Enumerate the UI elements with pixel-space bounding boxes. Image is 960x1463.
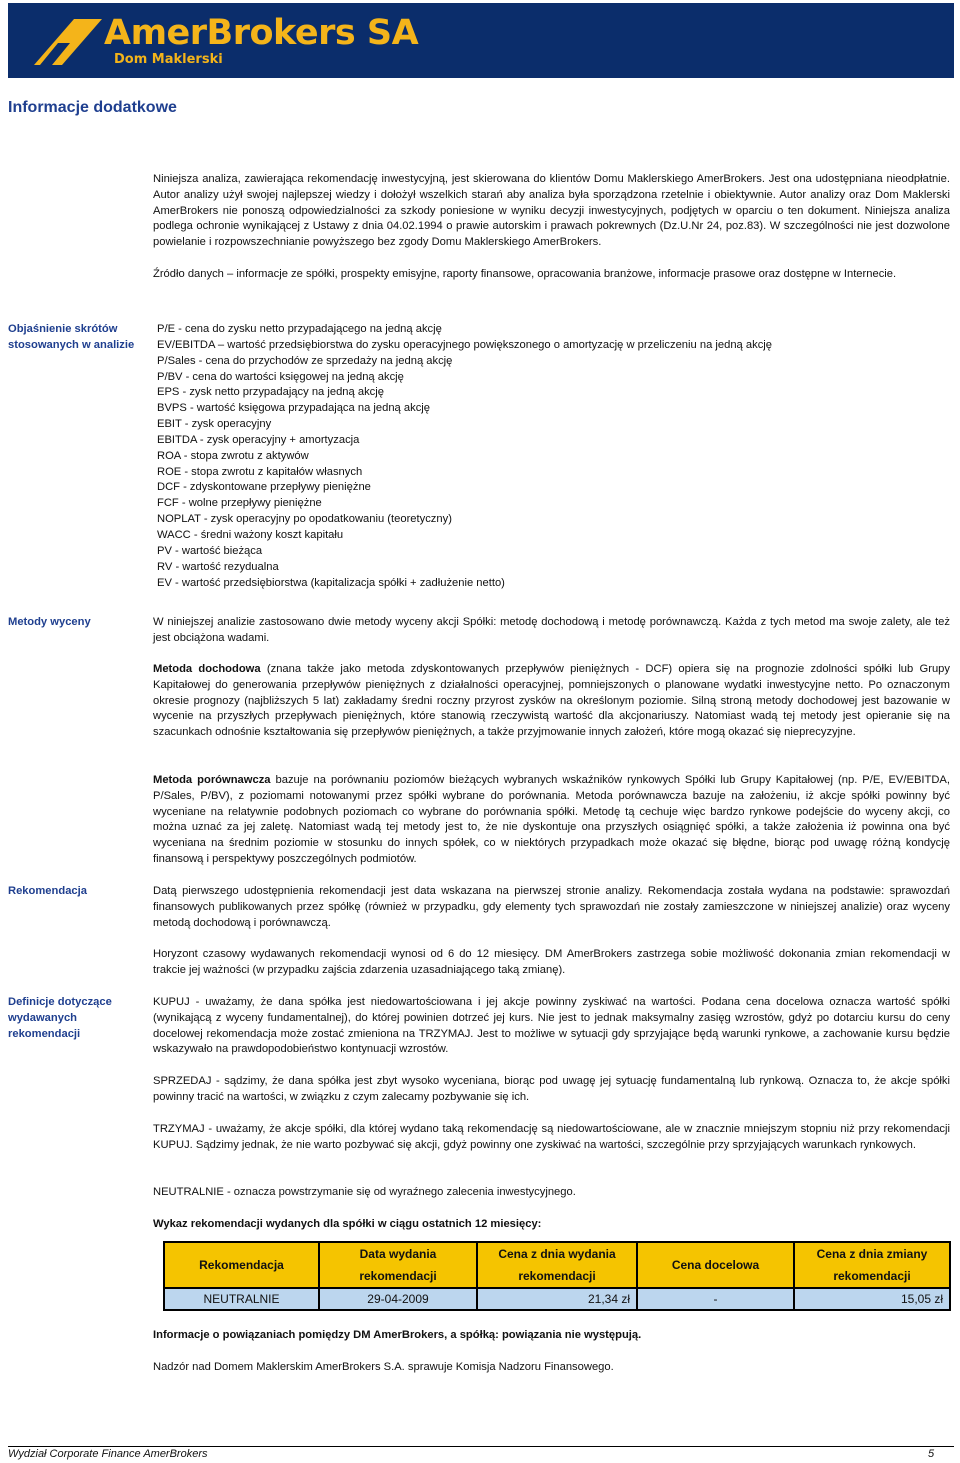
section-title: Informacje dodatkowe [8,99,177,116]
table-cell-date: 29-04-2009 [319,1288,477,1310]
recommendation-text-1: Datą pierwszego udostępnienia rekomendacji jest data wskazana na pierwszej stronie analizy. Rekomendacja została wydana na podstawie: sprawozdań finansowych publikowanych przez spółkę (również w przypadku, gdy elementy tych sprawozdań nie zostały zamieszczone w niniejszej analizie) oraz wyceny metodą dochodową i porównawczą. [153,885,950,929]
table-header-cell: Data wydania rekomendacji [319,1242,477,1288]
relations-text: Informacje o powiązaniach pomiędzy DM AmerBrokers, a spółką: powiązania nie występują. [153,1329,642,1341]
recommendation-history-table [163,1241,951,1311]
header-banner [8,3,954,78]
definition-trzymaj: TRZYMAJ - uważamy, że akcje spółki, dla której wydano taką rekomendację są niedowartościowane, ale w znacznie mniejszym stopniu niż przy rekomendacji KUPUJ. Sądzimy jednak, że nie warto pozbywać się akcji, gdyż powinny one zyskiwać na wartości, szczególnie przy sprzyjających warunkach rynkowych. [153,1123,950,1151]
table-cell-target-price: - [637,1288,794,1310]
definition-kupuj: KUPUJ - uważamy, że dana spółka jest niedowartościowana i jej akcje powinny zyskiwać na wartości. Podana cena docelowa oznacza wartość spółki (wynikającą z wyceny fundamentalnej), do której powinien dotrzeć jej kurs. Nie jest to jednak maksymalny zasięg wzrostów, gdyż po dotarciu kursu do ceny docelowej rekomendacja może zostać zmieniona na TRZYMAJ. Jest to możliwe w sytuacji gdy sprzyjające będą warunki rynkowe, a zachowanie kursu będzie wskazywało na prawdopodobieństwo kontynuacji wzrostów. [153,996,950,1056]
abbreviation-item: EBIT - zysk operacyjny [157,418,272,431]
abbreviation-item: EBITDA - zysk operacyjny + amortyzacja [157,433,360,446]
table-header-cell: Cena z dnia wydania rekomendacji [477,1242,637,1288]
source-text: Źródło danych – informacje ze spółki, prospekty emisyjne, raporty finansowe, opracowania branżowe, informacje prasowe oraz dostępne w Internecie. [153,268,897,280]
table-header-cell: Cena z dnia zmiany rekomendacji [794,1242,950,1288]
abbreviation-item: BVPS - wartość księgowa przypadająca na jedną akcję [157,402,430,415]
logo-subtitle: Dom Maklerski [114,52,223,67]
abbreviation-item: EV/EBITDA – wartość przedsiębiorstwa do zysku operacyjnego powiększonego o amortyzację w przeliczeniu na jedną akcję [157,338,773,351]
recommendation-label: Rekomendacja [8,885,87,897]
logo [34,13,474,69]
definition-sprzedaj: SPRZEDAJ - sądzimy, że dana spółka jest zbyt wysoko wyceniana, biorąc pod uwagę jej sytuację fundamentalną lub rynkową. Oznacza to, że akcje spółki powinny tracić na wartości, w związku z czym zalecamy pozbywanie się ich. [153,1075,950,1103]
method-dcf-paragraph [153,662,950,741]
history-title: Wykaz rekomendacji wydanych dla spółki w ciągu ostatnich 12 miesięcy: [153,1218,542,1230]
abbreviation-item: P/E - cena do zysku netto przypadającego na jedną akcję [157,323,442,335]
logo-mark-icon [34,19,102,65]
abbreviation-item: PV - wartość bieżąca [157,544,263,557]
abbreviation-item: NOPLAT - zysk operacyjny po opodatkowaniu (teoretyczny) [157,513,452,526]
abbreviation-item: EPS - zysk netto przypadający na jedną akcję [157,386,384,399]
table-header-cell: Cena docelowa [637,1242,794,1288]
disclaimer-text: Niniejsza analiza, zawierająca rekomendację inwestycyjną, jest skierowana do klientów Domu Maklerskiego AmerBrokers. Jest ona udostępniana nieodpłatnie. Autor analizy użył swojej najlepszej wiedzy i dołożył wszelkich starań aby analiza była sporządzona rzetelnie i obiektywnie. Autor analizy oraz Dom Maklerski AmerBrokers nie ponoszą odpowiedzialności za szkody poniesione w wyniku decyzji inwestycyjnych, podjętych w oparciu o ten dokument. Niniejsza analiza podlega ochronie wynikającej z Ustawy z dnia 04.02.1994 o prawie autorskim i prawach pokrewnych (Dz.U.Nr 24, poz.83). W szczególności nie jest dozwolone powielanie i rozpowszechnianie powyższego bez zgody Domu Maklerskiego AmerBrokers. [153,173,950,249]
table-header-cell: Rekomendacja [164,1242,319,1288]
footer-department: Wydział Corporate Finance AmerBrokers [8,1448,208,1460]
definitions-label: Definicje dotyczące wydawanych rekomendacji [8,996,112,1040]
abbreviation-item: FCF - wolne przepływy pieniężne [157,497,322,510]
table-cell-issue-price: 21,34 zł [477,1288,637,1310]
method-comparative-text: bazuje na porównaniu poziomów bieżących wybranych wskaźników rynkowych Spółki lub Grupy Kapitałowej (np. P/E, EV/EBITDA, P/Sales, P/BV), z poziomami notowanymi przez spółki wybrane do porównania. Metoda porównawcza bazuje na założeniu, iż akcje spółki powinny być wyceniane na relatywnie podobnych poziomach co wybrane do porównania spółki. Metodę tą cechuje więc bardzo rynkowe podejście do wyceny akcji, co można uznać za jej zaletę. Natomiast wadą tej metody jest to, że nie dyskontuje ona przyszłych osiągnięć spółki, a także założenia iż powinna ona być wyceniana na średnim poziomie w stosunku do innych spółek, co w niektórych przypadkach może okazać się błędne, biorąc pod uwagę różną kondycję finansową i perspektywy poszczególnych podmiotów. [153,774,950,865]
abbreviation-item: ROA - stopa zwrotu z aktywów [157,449,309,462]
abbreviation-item: EV - wartość przedsiębiorstwa (kapitalizacja spółki + zadłużenie netto) [157,576,505,589]
recommendation-text-2: Horyzont czasowy wydawanych rekomendacji wynosi od 6 do 12 miesięcy. DM AmerBrokers zastrzega sobie możliwość dokonania zmian rekomendacji w trakcie jej ważności (w przypadku zajścia zdarzenia uzasadniającego taką zmianę). [153,948,950,976]
method-comparative-title: Metoda porównawcza [153,774,271,786]
method-dcf-text: (znana także jako metoda zdyskontowanych przepływów pieniężnych - DCF) opiera się na prognozie zdolności spółki lub Grupy Kapitałowej do generowania przepływów pieniężnych z działalności operacyjnej, pomniejszonych o planowane wydatki inwestycyjne netto. Po oznaczonym okresie prognozy (najbliższych 5 lat) zakładamy średni roczny przyrost zysków na określonym poziomie. Silną stroną metody dochodowej jest bazowanie w wycenie na przyszłych przepływach pieniężnych, które stanowią rzeczywistą wartość dla akcjonariuszy. Natomiast wadą tej metody jest opieranie się na szacunkach odnośnie kształtowania się przepływów pieniężnych, a także przyjmowanie innych założeń, które mogą okazać się nieprecyzyjne. [153,663,950,739]
abbreviations-label: Objaśnienie skrótów stosowanych w analizie [8,323,135,351]
table-cell-change-price: 15,05 zł [794,1288,950,1310]
method-comparative-paragraph [153,773,950,868]
table-row [164,1288,950,1310]
abbreviation-item: P/BV - cena do wartości księgowej na jedną akcję [157,370,404,383]
abbreviation-item: WACC - średni ważony koszt kapitału [157,528,344,541]
page-number: 5 [928,1448,935,1460]
supervision-text: Nadzór nad Domem Maklerskim AmerBrokers S.A. sprawuje Komisja Nadzoru Finansowego. [153,1361,614,1373]
abbreviations-list [157,322,772,591]
logo-text: AmerBrokers SA [104,13,419,53]
abbreviation-item: P/Sales - cena do przychodów ze sprzedaży na jedną akcję [157,354,453,367]
footer-divider [8,1446,954,1447]
table-header-row [164,1242,950,1288]
methods-intro: W niniejszej analizie zastosowano dwie metody wyceny akcji Spółki: metodę dochodową i metodę porównawczą. Każda z tych metod ma swoje zalety, ale też jest obciążona wadami. [153,616,950,644]
table-cell-recommendation: NEUTRALNIE [164,1288,319,1310]
methods-label: Metody wyceny [8,616,91,628]
abbreviation-item: RV - wartość rezydualna [157,560,279,573]
method-dcf-title: Metoda dochodowa [153,663,261,675]
abbreviation-item: ROE - stopa zwrotu z kapitałów własnych [157,465,363,478]
abbreviation-item: DCF - zdyskontowane przepływy pieniężne [157,481,371,494]
definition-neutralnie: NEUTRALNIE - oznacza powstrzymanie się od wyraźnego zalecenia inwestycyjnego. [153,1186,576,1198]
